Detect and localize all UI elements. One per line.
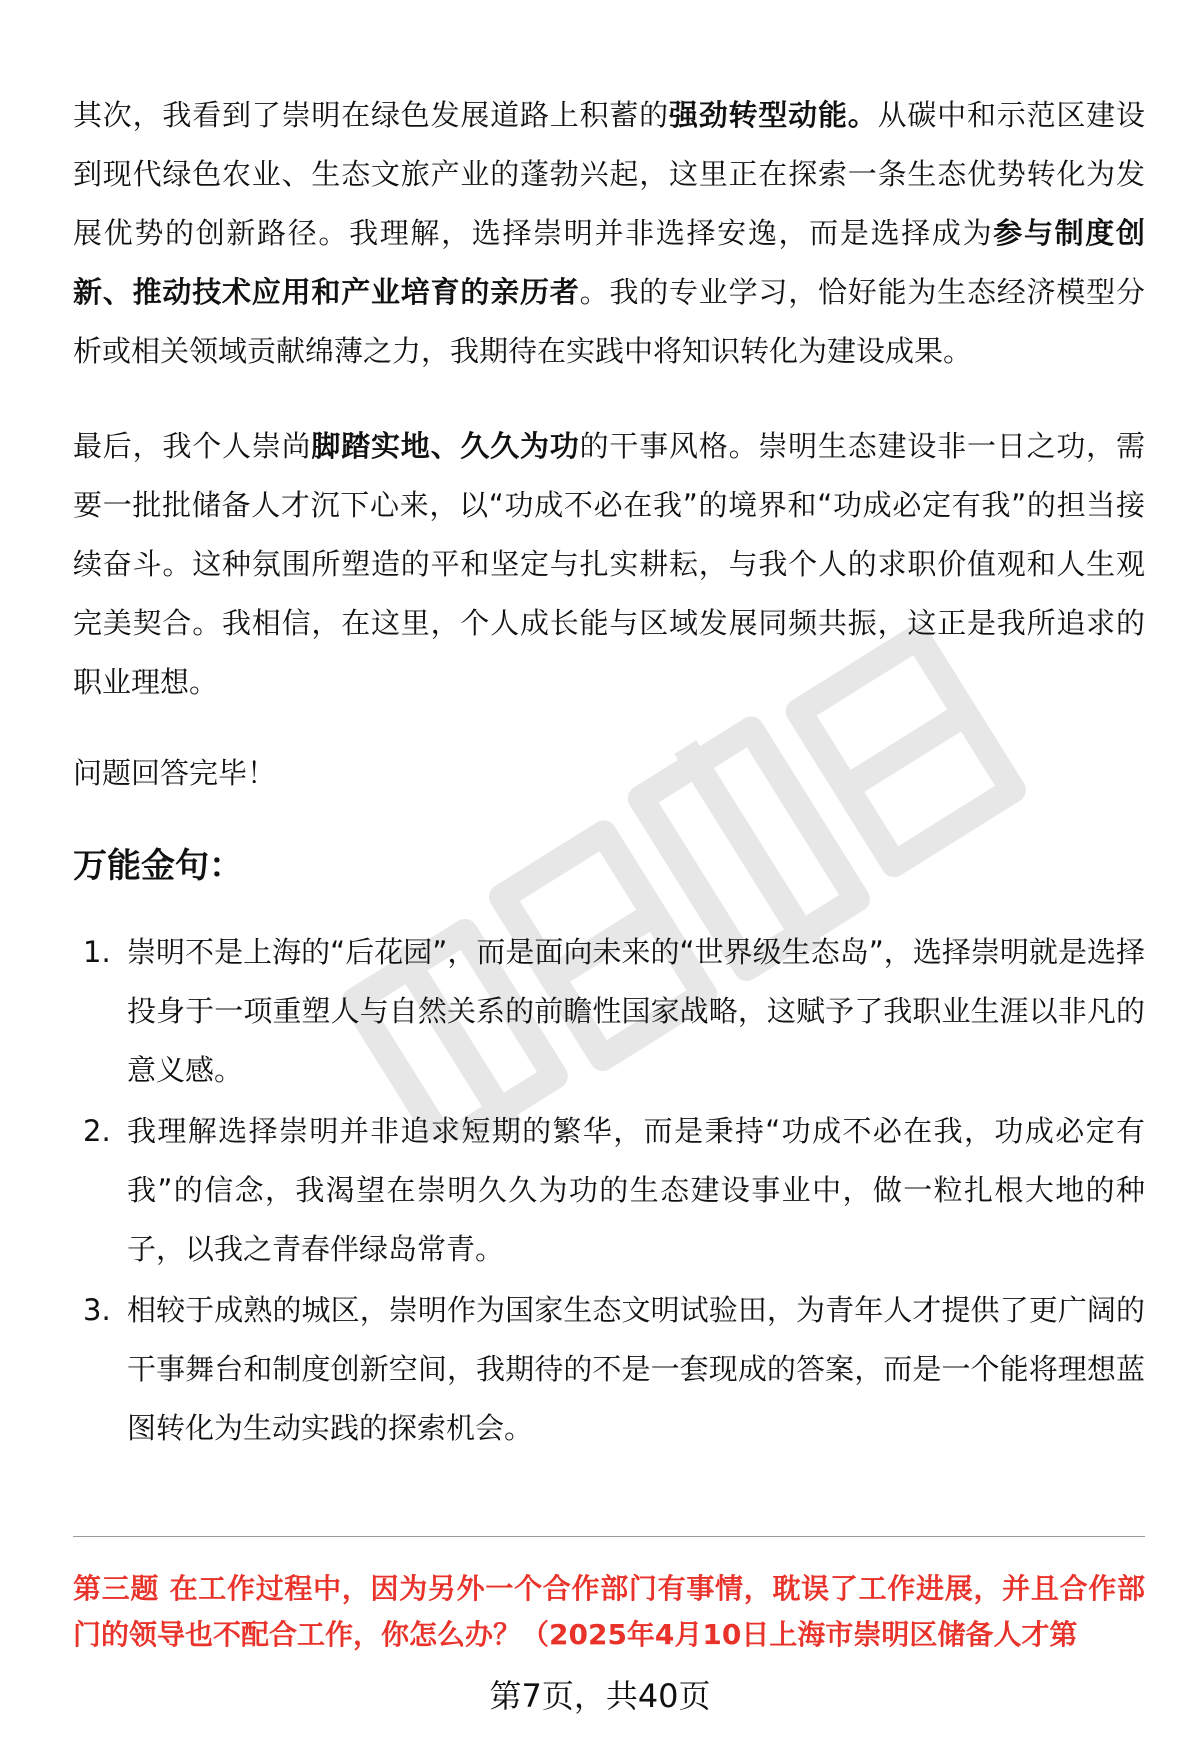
question-heading: 第三题 在工作过程中，因为另外一个合作部门有事情，耽误了工作进展，并且合作部门的领导也不配合工作，你怎么办？（2025年4月10日上海市崇明区储备人才第 bbox=[73, 1572, 1145, 1651]
list-item bbox=[73, 1281, 1145, 1458]
list-item bbox=[73, 923, 1145, 1100]
text-run: 从碳中和示范区建设到现代绿色农业、生态文旅产业的蓬勃兴起，这里正在探索一条生态优势转化为发展优势的创新路径。我理解，选择崇明并非选择安逸，而是选择成为 bbox=[73, 98, 1145, 250]
paragraph-work-style bbox=[73, 417, 1145, 712]
emphasis-text: 脚踏实地、久久为功 bbox=[311, 429, 580, 463]
emphasis-text: 参与制度创新、推动技术应用和产业培育的亲历者 bbox=[73, 216, 1145, 309]
section-heading-golden-sentences: 万能金句： bbox=[73, 846, 243, 886]
page-number: 第7页，共40页 bbox=[489, 1677, 711, 1715]
paragraph-transition-momentum bbox=[73, 86, 1145, 381]
text-run: 。我的专业学习，恰好能为生态经济模型分析或相关领域贡献绵薄之力，我期待在实践中将知识转化为建设成果。 bbox=[73, 275, 1145, 368]
text-run: 最后，我个人崇尚 bbox=[73, 429, 312, 463]
text-run: 其次，我看到了崇明在绿色发展道路上积蓄的 bbox=[73, 98, 669, 132]
list-number: 2. bbox=[83, 1114, 111, 1148]
document-body bbox=[73, 86, 1145, 1460]
list-item bbox=[73, 1102, 1145, 1279]
list-number: 3. bbox=[83, 1293, 111, 1327]
list-item-text: 我理解选择崇明并非追求短期的繁华，而是秉持“功成不必在我，功成必定有我”的信念，我渴望在崇明久久为功的生态建设事业中，做一粒扎根大地的种子，以我之青春伴绿岛常青。 bbox=[127, 1114, 1145, 1266]
closing-statement: 问题回答完毕！ bbox=[73, 756, 277, 790]
emphasis-text: 强劲转型动能。 bbox=[668, 98, 878, 132]
list-number: 1. bbox=[83, 935, 111, 969]
list-item-text: 崇明不是上海的“后花园”，而是面向未来的“世界级生态岛”，选择崇明就是选择投身于一项重塑人与自然关系的前瞻性国家战略，这赋予了我职业生涯以非凡的意义感。 bbox=[127, 935, 1145, 1087]
text-run: 的干事风格。崇明生态建设非一日之功，需要一批批储备人才沉下心来，以“功成不必在我”的境界和“功成必定有我”的担当接续奋斗。这种氛围所塑造的平和坚定与扎实耕耘，与我个人的求职价值观和人生观完美契合。我相信，在这里，个人成长能与区域发展同频共振，这正是我所追求的职业理想。 bbox=[73, 429, 1145, 699]
list-item-text: 相较于成熟的城区，崇明作为国家生态文明试验田，为青年人才提供了更广阔的干事舞台和制度创新空间，我期待的不是一套现成的答案，而是一个能将理想蓝图转化为生动实践的探索机会。 bbox=[127, 1293, 1145, 1445]
golden-sentences-list bbox=[73, 923, 1145, 1458]
section-divider bbox=[73, 1536, 1145, 1537]
